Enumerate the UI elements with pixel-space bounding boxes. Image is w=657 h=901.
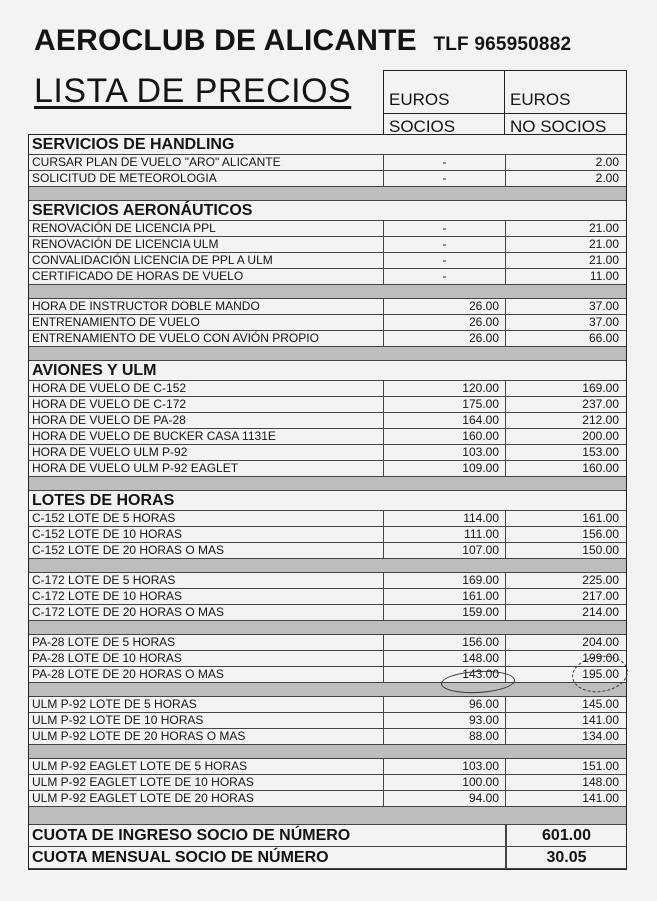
price-socios: 160.00 [384,429,506,444]
row-label: RENOVACIÓN DE LICENCIA ULM [29,237,384,252]
row-label: CURSAR PLAN DE VUELO "ARO" ALICANTE [29,155,384,170]
price-no-socios: 214.00 [582,605,619,619]
row-label: C-152 LOTE DE 20 HORAS O MAS [29,543,384,558]
row-label: ULM P-92 EAGLET LOTE DE 20 HORAS [29,791,384,806]
row-label: SOLICITUD DE METEOROLOGIA [29,171,384,186]
price-socios: 109.00 [384,461,506,476]
table-row [29,299,626,315]
price-no-socios: 217.00 [582,589,619,603]
table-row [29,413,626,429]
section-divider [29,745,626,759]
table-row [29,155,626,171]
section-title: AVIONES Y ULM [32,362,157,379]
price-no-socios: 148.00 [582,775,619,789]
price-socios: 96.00 [384,697,506,712]
price-socios: 26.00 [384,299,506,314]
price-no-socios: 212.00 [582,413,619,427]
section-title: SERVICIOS AERONÁUTICOS [32,202,253,219]
price-no-socios: 11.00 [589,269,619,283]
table-row [29,397,626,413]
price-socios: 26.00 [384,315,506,330]
club-name: AEROCLUB DE ALICANTE [34,24,417,57]
price-socios: 164.00 [384,413,506,428]
row-label: HORA DE VUELO ULM P-92 [29,445,384,460]
price-no-socios: 160.00 [582,461,619,475]
price-socios: - [384,155,506,170]
price-socios: 159.00 [384,605,506,620]
table-row [29,511,626,527]
price-socios: 100.00 [384,775,506,790]
price-no-socios: 153.00 [582,445,619,459]
section-divider [29,285,626,299]
table-row [29,573,626,589]
row-label: C-172 LOTE DE 10 HORAS [29,589,384,604]
membership-fee-row [29,825,626,847]
table-row [29,589,626,605]
table-row [29,429,626,445]
column-header-nosocios-line2: NO SOCIOS [505,113,626,140]
price-no-socios: 141.00 [582,713,619,727]
row-label: HORA DE VUELO ULM P-92 EAGLET [29,461,384,476]
price-no-socios: 145.00 [582,697,619,711]
price-socios: 148.00 [384,651,506,666]
price-socios: 143.00 [384,667,506,682]
section-header [29,361,626,381]
price-socios: 107.00 [384,543,506,558]
row-label: C-172 LOTE DE 5 HORAS [29,573,384,588]
price-socios: 114.00 [384,511,506,526]
row-label: CERTIFICADO DE HORAS DE VUELO [29,269,384,284]
row-label: HORA DE VUELO DE C-172 [29,397,384,412]
section-title: SERVICIOS DE HANDLING [32,136,235,153]
row-label: C-152 LOTE DE 5 HORAS [29,511,384,526]
row-label: ULM P-92 LOTE DE 5 HORAS [29,697,384,712]
table-row [29,221,626,237]
table-row [29,635,626,651]
fee-label: CUOTA DE INGRESO SOCIO DE NÚMERO [29,825,506,846]
price-socios: 161.00 [384,589,506,604]
price-socios: - [384,171,506,186]
row-label: ULM P-92 LOTE DE 10 HORAS [29,713,384,728]
section-divider [29,347,626,361]
column-header-socios [384,71,505,134]
price-socios: - [384,221,506,236]
row-label: HORA DE VUELO DE BUCKER CASA 1131E [29,429,384,444]
row-label: ULM P-92 EAGLET LOTE DE 5 HORAS [29,759,384,774]
row-label: C-152 LOTE DE 10 HORAS [29,527,384,542]
price-no-socios: 156.00 [582,527,619,541]
price-no-socios: 200.00 [582,429,619,443]
price-no-socios: 37.00 [588,299,619,313]
column-header-nosocios [505,71,626,134]
price-no-socios: 21.00 [588,221,619,235]
table-row [29,729,626,745]
row-label: ENTRENAMIENTO DE VUELO [29,315,384,330]
row-label: HORA DE VUELO DE PA-28 [29,413,384,428]
table-row [29,667,626,683]
price-no-socios: 199.00 [582,651,619,665]
price-no-socios: 195.00 [582,667,619,681]
price-no-socios: 237.00 [582,397,619,411]
membership-fee-row [29,847,626,869]
table-row [29,461,626,477]
list-title: LISTA DE PRECIOS [34,72,352,110]
row-label: PA-28 LOTE DE 20 HORAS O MAS [29,667,384,682]
section-divider [29,187,626,201]
price-socios: 88.00 [384,729,506,744]
table-row [29,237,626,253]
section-header [29,135,626,155]
price-socios: - [384,253,506,268]
table-row [29,315,626,331]
price-no-socios: 66.00 [588,331,619,345]
fee-value: 30.05 [506,847,626,868]
price-socios: 156.00 [384,635,506,650]
price-socios: 175.00 [384,397,506,412]
price-socios: 103.00 [384,445,506,460]
price-no-socios: 2.00 [595,171,619,185]
table-row [29,605,626,621]
row-label: C-172 LOTE DE 20 HORAS O MAS [29,605,384,620]
price-socios: 111.00 [384,527,506,542]
table-row [29,791,626,807]
row-label: PA-28 LOTE DE 10 HORAS [29,651,384,666]
column-headers [383,70,627,134]
row-label: PA-28 LOTE DE 5 HORAS [29,635,384,650]
row-label: RENOVACIÓN DE LICENCIA PPL [29,221,384,236]
price-no-socios: 151.00 [582,759,619,773]
page-header [34,24,571,58]
price-socios: 103.00 [384,759,506,774]
price-no-socios: 161.00 [582,511,619,525]
section-divider [29,559,626,573]
table-row [29,713,626,729]
price-socios: - [384,269,506,284]
row-label: ULM P-92 LOTE DE 20 HORAS O MAS [29,729,384,744]
price-no-socios: 2.00 [595,155,619,169]
fee-label: CUOTA MENSUAL SOCIO DE NÚMERO [29,847,506,868]
club-phone: TLF 965950882 [433,34,572,55]
column-header-socios-line2: SOCIOS [384,113,504,140]
table-row [29,445,626,461]
column-header-nosocios-line1: EUROS [510,90,571,109]
table-row [29,697,626,713]
row-label: CONVALIDACIÓN LICENCIA DE PPL A ULM [29,253,384,268]
table-row [29,651,626,667]
price-socios: 26.00 [384,331,506,346]
table-row [29,269,626,285]
table-row [29,253,626,269]
price-table [28,134,627,870]
fee-value: 601.00 [506,825,626,846]
price-no-socios: 37.00 [588,315,619,329]
price-socios: 169.00 [384,573,506,588]
table-row [29,171,626,187]
section-divider [29,477,626,491]
table-row [29,527,626,543]
price-no-socios: 21.00 [588,253,619,267]
table-row [29,543,626,559]
price-no-socios: 150.00 [582,543,619,557]
section-divider [29,621,626,635]
row-label: HORA DE INSTRUCTOR DOBLE MANDO [29,299,384,314]
price-no-socios: 134.00 [582,729,619,743]
price-socios: - [384,237,506,252]
section-divider [29,683,626,697]
row-label: ULM P-92 EAGLET LOTE DE 10 HORAS [29,775,384,790]
price-socios: 120.00 [384,381,506,396]
section-title: LOTES DE HORAS [32,492,175,509]
table-row [29,331,626,347]
price-no-socios: 169.00 [582,381,619,395]
column-header-socios-line1: EUROS [389,90,450,109]
price-socios: 93.00 [384,713,506,728]
section-divider [29,807,626,825]
section-header [29,491,626,511]
price-no-socios: 141.00 [582,791,619,805]
table-row [29,775,626,791]
row-label: HORA DE VUELO DE C-152 [29,381,384,396]
price-no-socios: 225.00 [582,573,619,587]
table-row [29,381,626,397]
table-row [29,759,626,775]
price-no-socios: 204.00 [582,635,619,649]
price-no-socios: 21.00 [588,237,619,251]
price-socios: 94.00 [384,791,506,806]
section-header [29,201,626,221]
row-label: ENTRENAMIENTO DE VUELO CON AVIÓN PROPIO [29,331,384,346]
